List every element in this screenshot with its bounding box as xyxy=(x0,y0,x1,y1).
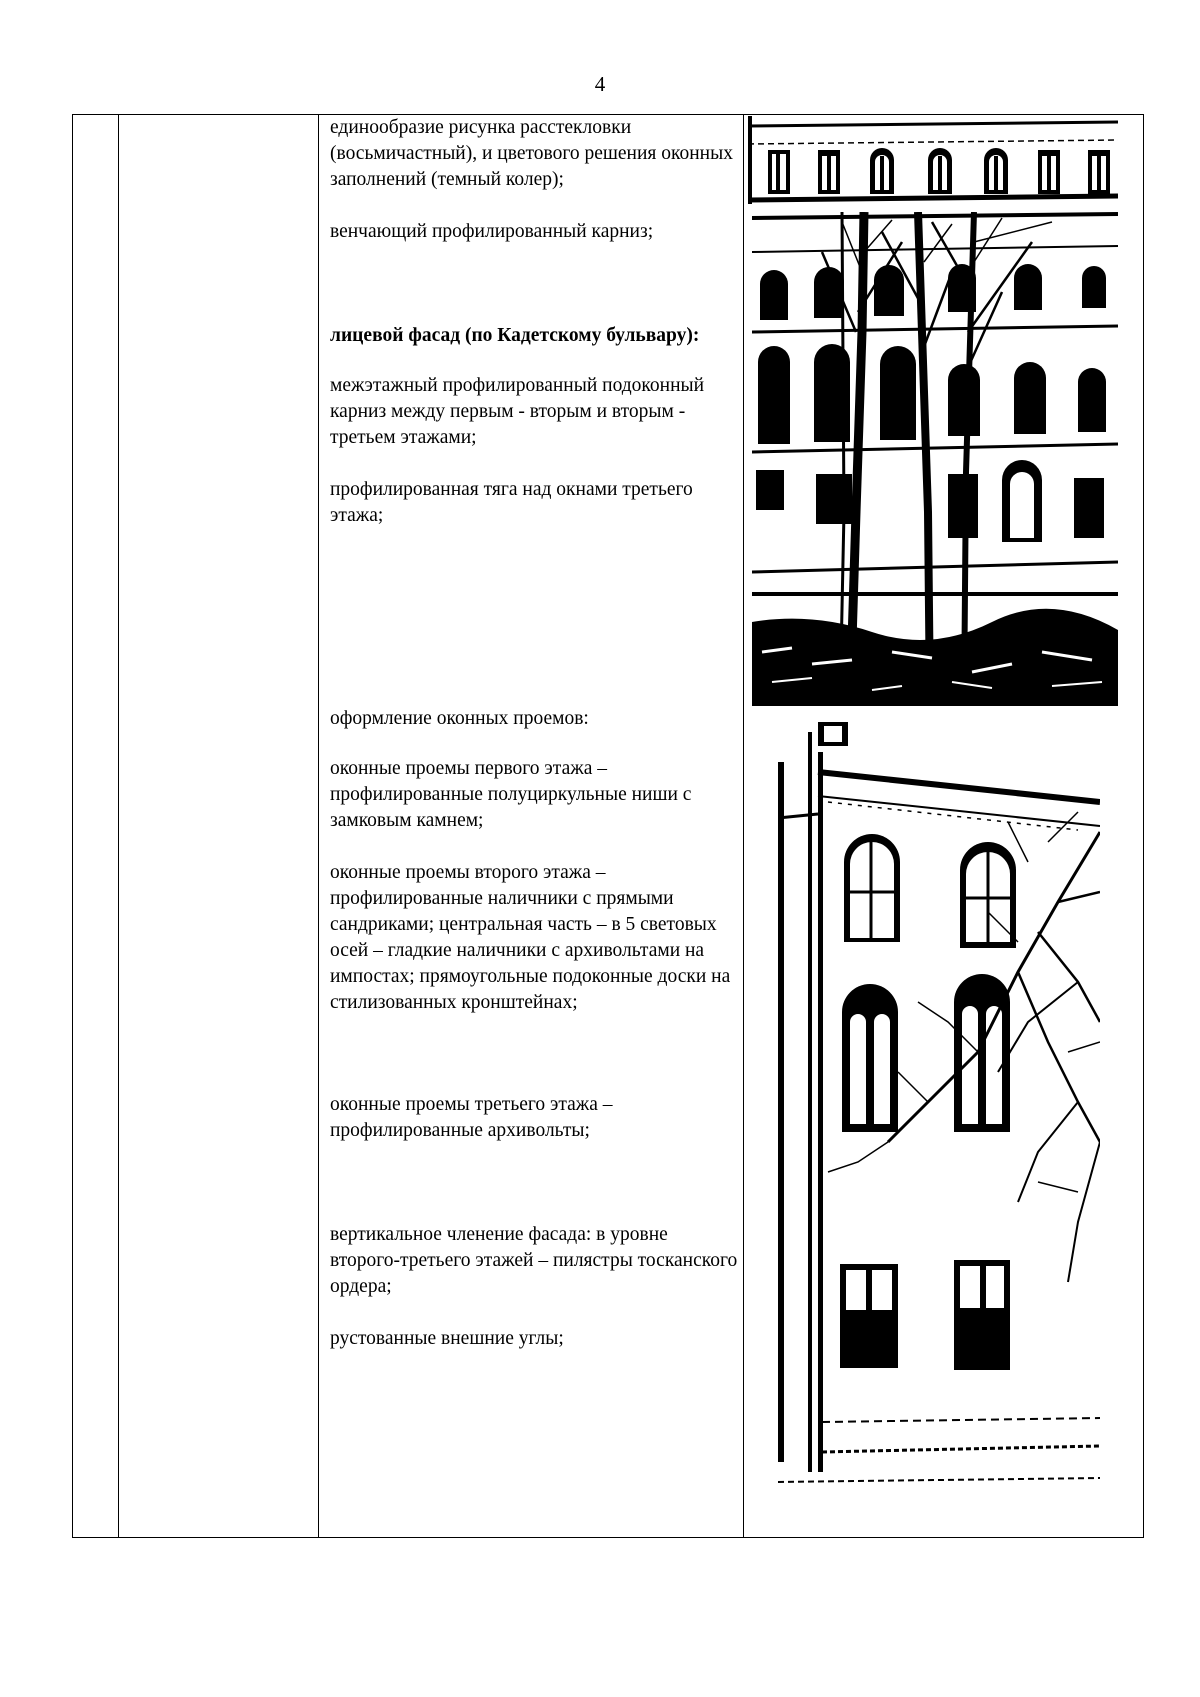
text-elements-10 xyxy=(330,1222,740,1300)
photo-facade-with-trees xyxy=(752,212,1118,706)
text-elements-4 xyxy=(330,373,740,451)
photo-facade-top-strip-image xyxy=(748,116,1118,204)
paragraph-vertical-division: вертикальное членение фасада: в уровне второго-третьего этажей – пилястры тосканского ордера; xyxy=(330,1224,738,1297)
text-elements-6 xyxy=(330,706,740,732)
photo-facade-with-trees-image xyxy=(752,212,1118,706)
text-elements-8 xyxy=(330,860,740,1016)
paragraph-second-floor-windows: оконные проемы второго этажа – профилированные наличники с прямыми сандриками; центральная часть – в 5 световых осей – гладкие наличники с архивольтами на импостах; прямоугольные подоконные доски на стилизованных кронштейнах; xyxy=(330,862,731,1013)
photo-facade-top-strip xyxy=(748,116,1118,204)
text-elements-2 xyxy=(330,219,740,245)
photo-facade-corner-image xyxy=(778,722,1100,1500)
text-elements-3 xyxy=(330,323,740,349)
paragraph-window-design: оформление оконных проемов: xyxy=(330,708,589,729)
column-divider xyxy=(318,115,319,1537)
photo-facade-corner xyxy=(778,722,1100,1500)
column-divider xyxy=(743,115,744,1537)
paragraph-window-glazing: единообразие рисунка расстекловки (восьмичастный), и цветового решения оконных заполнений (темный колер); xyxy=(330,117,733,190)
page-number: 4 xyxy=(594,72,606,96)
text-elements-9 xyxy=(330,1092,740,1144)
paragraph-profiled-rod: профилированная тяга над окнами третьего этажа; xyxy=(330,479,693,526)
paragraph-crowning-cornice: венчающий профилированный карниз; xyxy=(330,221,654,242)
paragraph-first-floor-windows: оконные проемы первого этажа – профилированные полуциркульные ниши с замковым камнем; xyxy=(330,758,692,831)
column-divider xyxy=(118,115,119,1537)
paragraph-third-floor-windows: оконные проемы третьего этажа – профилированные архивольты; xyxy=(330,1094,613,1141)
text-elements-11 xyxy=(330,1326,740,1352)
text-elements-7 xyxy=(330,756,740,834)
text-elements-1 xyxy=(330,115,740,193)
section-heading-facade: лицевой фасад (по Кадетскому бульвару): xyxy=(330,325,700,346)
paragraph-interfloor-cornice: межэтажный профилированный подоконный карниз между первым - вторым и вторым - третьем этажами; xyxy=(330,375,705,448)
paragraph-rusticated-corners: рустованные внешние углы; xyxy=(330,1328,564,1349)
text-elements-5 xyxy=(330,477,740,529)
